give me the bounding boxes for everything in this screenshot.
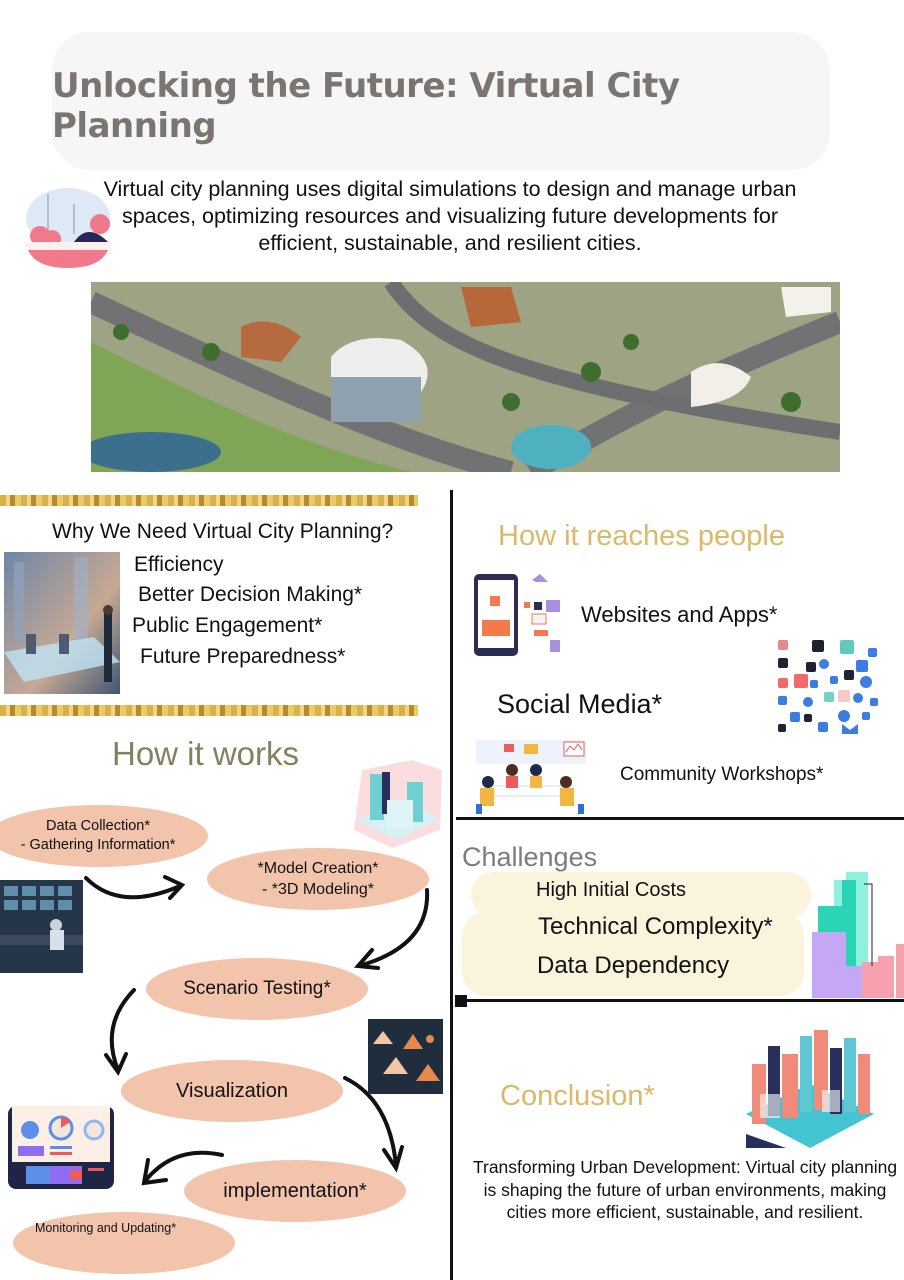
abstract-data-pattern-image — [368, 1019, 443, 1094]
challenge-item-high-initial-costs: High Initial Costs — [536, 879, 687, 901]
step-scenario-testing: Scenario Testing* — [146, 958, 368, 1020]
control-room-photo — [0, 880, 83, 973]
step-model-creation-subtitle: - *3D Modeling* — [261, 881, 375, 898]
reach-item-community-workshops: Community Workshops* — [620, 764, 824, 785]
3d-building-model-icon — [352, 760, 444, 848]
conclusion-paragraph: Transforming Urban Development: Virtual city planning is shaping the future of urban environments, making cities more efficient, sustainable, and resilient. — [472, 1157, 898, 1222]
step-model-creation-title: *Model Creation* — [257, 860, 379, 877]
bar-graph-illustration — [812, 856, 904, 998]
aerial-city-render-image — [91, 282, 840, 472]
why-item-public-engagement: Public Engagement* — [132, 614, 323, 637]
reach-item-social-media: Social Media* — [497, 689, 663, 719]
title-banner — [52, 32, 830, 170]
how-it-works-heading: How it works — [112, 735, 300, 772]
gold-glitter-bar-bottom — [0, 705, 418, 716]
step-monitoring-updating: Monitoring and Updating* — [13, 1212, 235, 1274]
divider-endpoint-marker — [455, 995, 467, 1007]
website-app-icon — [474, 574, 566, 656]
page-title: Unlocking the Future: Virtual City Planning — [52, 66, 680, 146]
why-heading: Why We Need Virtual City Planning? — [52, 520, 394, 543]
isometric-city-illustration — [746, 1024, 874, 1148]
why-item-better-decision-making: Better Decision Making* — [138, 583, 363, 606]
step-data-collection-subtitle: - Gathering Information* — [20, 837, 176, 853]
community-workshop-illustration — [474, 738, 588, 814]
reach-item-websites-apps: Websites and Apps* — [581, 602, 778, 627]
horizontal-divider-conclusion — [458, 999, 904, 1002]
challenge-item-technical-complexity: Technical Complexity* — [538, 913, 773, 940]
vertical-divider — [450, 490, 453, 1280]
step-visualization: Visualization — [121, 1060, 343, 1122]
planning-meeting-photo — [4, 552, 120, 694]
challenge-item-data-dependency: Data Dependency — [537, 952, 730, 979]
step-data-collection — [0, 805, 208, 867]
horizontal-divider-challenges — [456, 817, 904, 820]
how-it-reaches-heading: How it reaches people — [498, 520, 785, 552]
why-item-future-preparedness: Future Preparedness* — [140, 645, 346, 668]
conclusion-heading: Conclusion* — [500, 1080, 655, 1112]
step-data-collection-title: Data Collection* — [46, 818, 150, 834]
social-media-icons-cluster — [778, 640, 880, 735]
step-model-creation — [207, 848, 429, 910]
why-item-efficiency: Efficiency — [134, 553, 224, 576]
gold-glitter-bar-top — [0, 495, 418, 506]
challenges-heading: Challenges — [462, 842, 598, 872]
intro-paragraph: Virtual city planning uses digital simulations to design and manage urban spaces, optimizing resources and visualizing future developments for efficient, sustainable, and resilient cities. — [103, 177, 797, 255]
dashboard-tablet-icon — [8, 1106, 114, 1189]
step-implementation: implementation* — [184, 1160, 406, 1222]
